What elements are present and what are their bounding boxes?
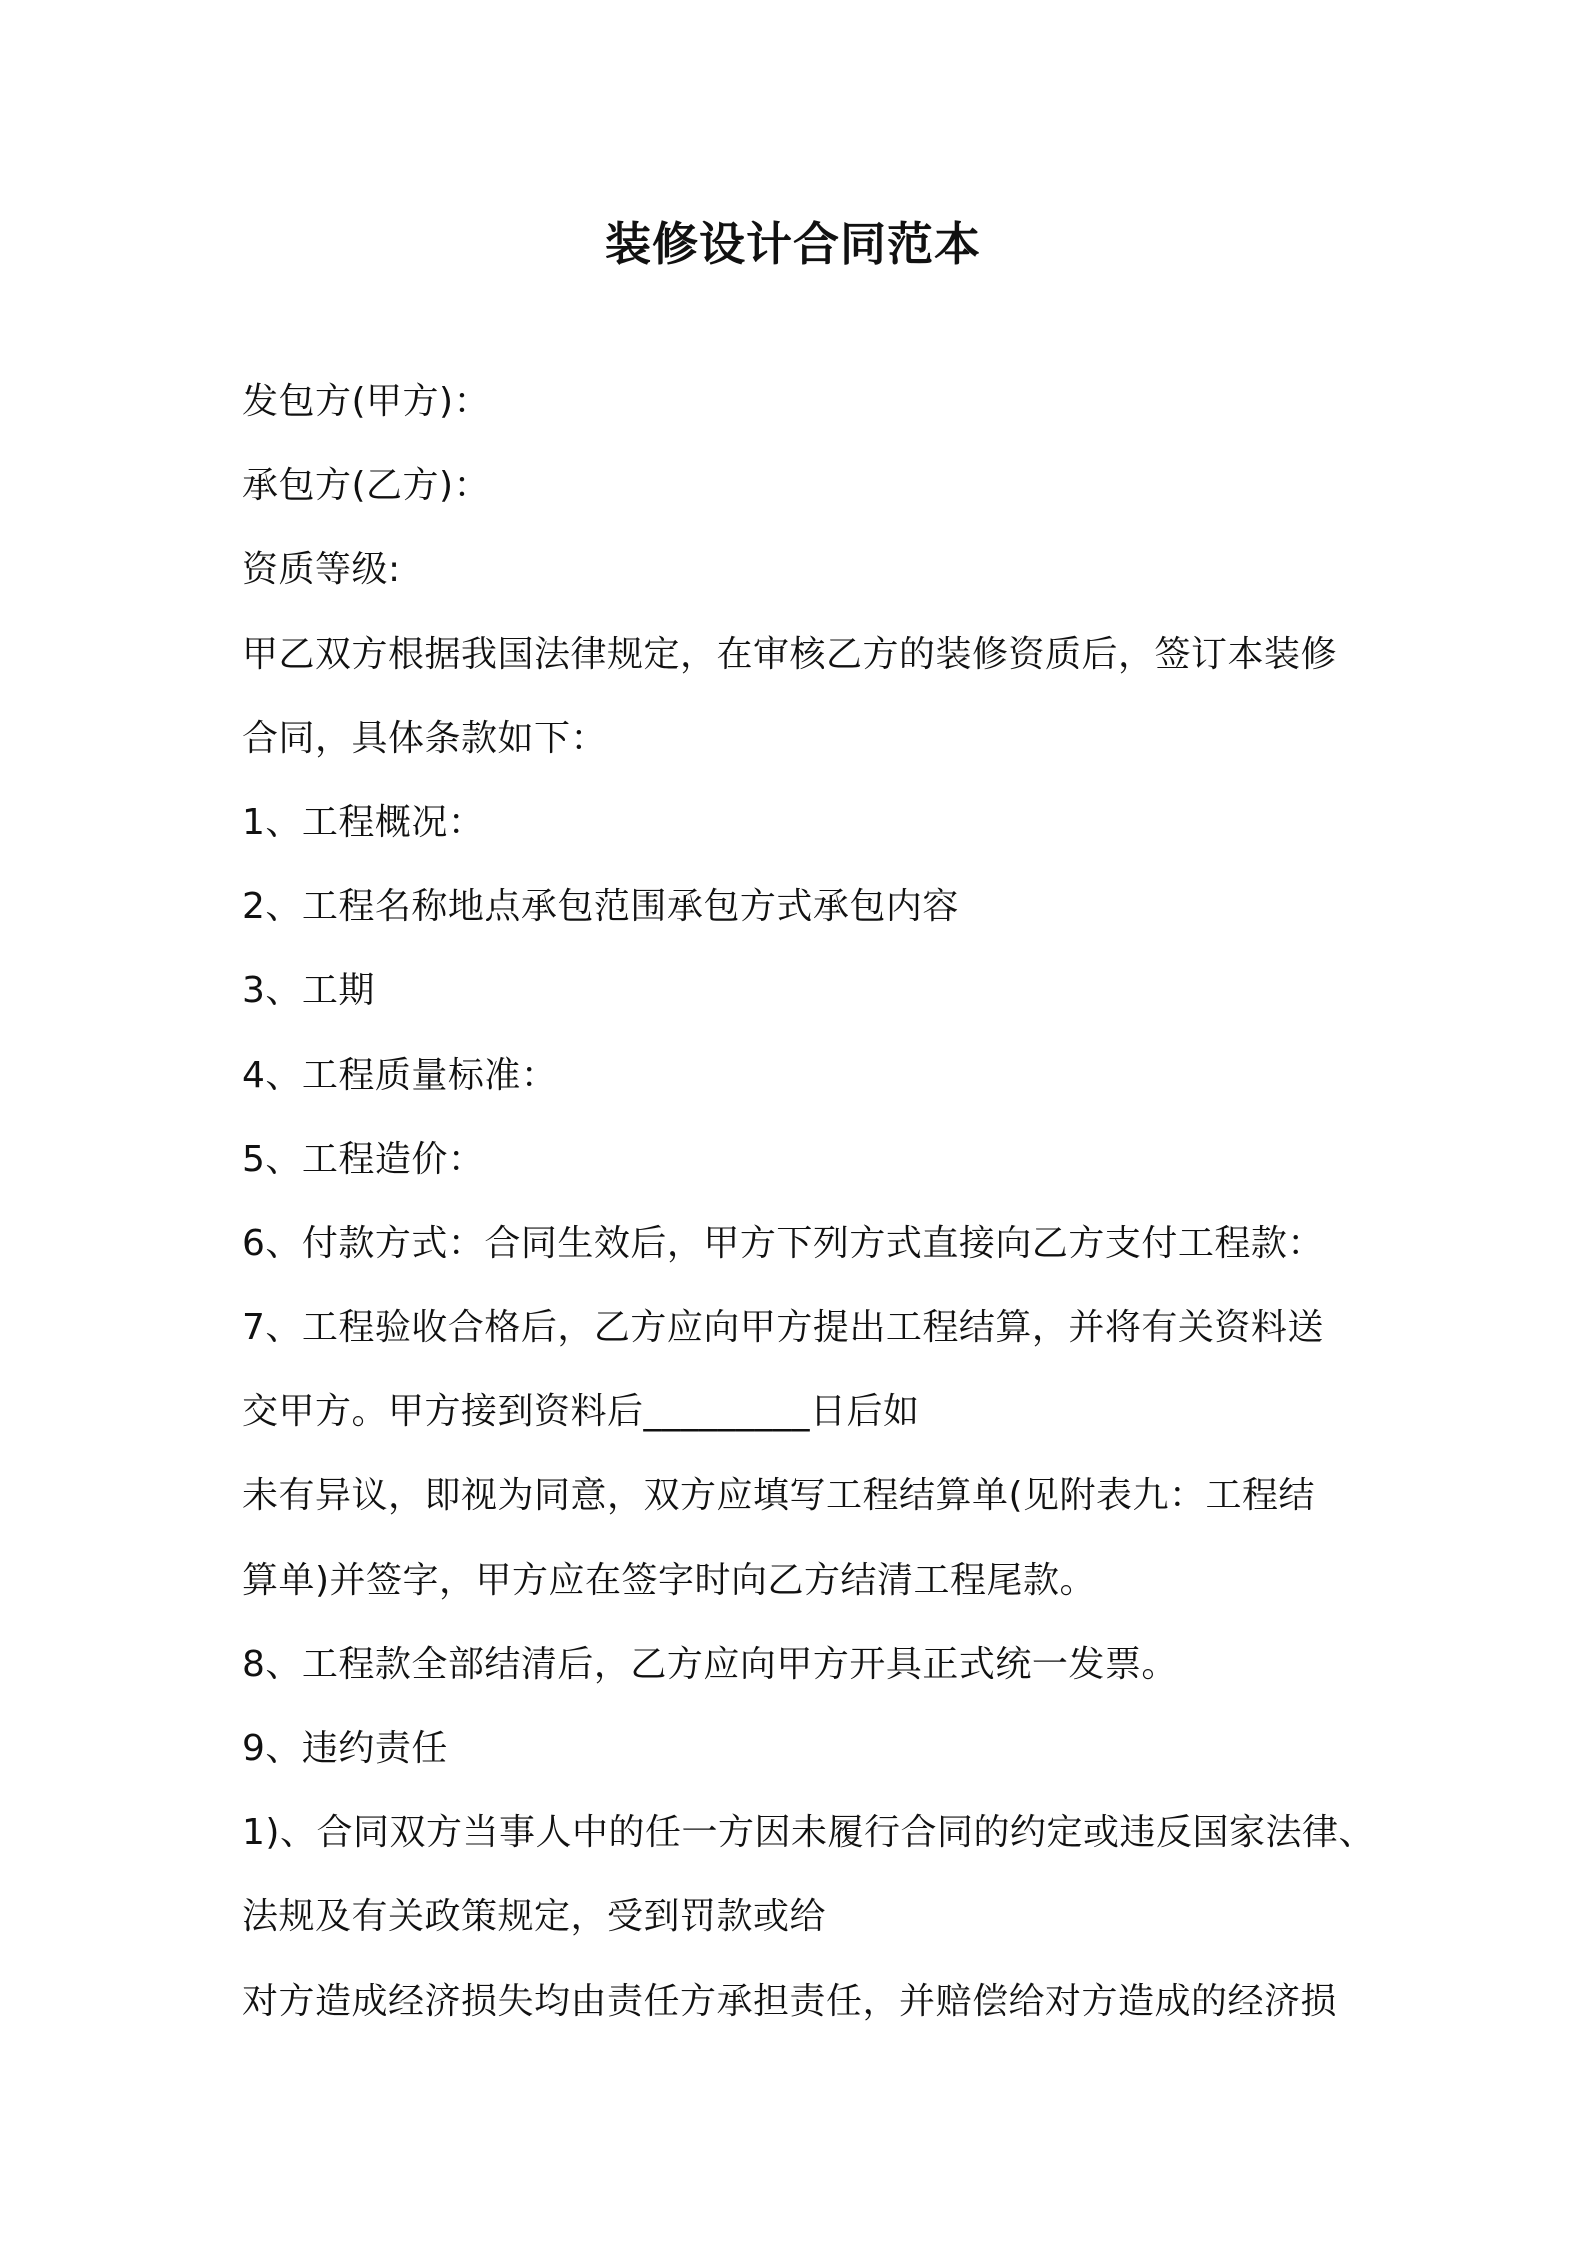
party-b-line: 承包方(乙方)： <box>242 465 491 507</box>
clause-line: 6、付款方式：合同生效后，甲方下列方式直接向乙方支付工程款： <box>242 1222 1324 1264</box>
clause-line: 1、工程概况： <box>242 801 485 843</box>
clause-line: 法规及有关政策规定，受到罚款或给 <box>242 1896 827 1938</box>
qualification-line: 资质等级: <box>242 549 401 591</box>
clause-line: 4、工程质量标准： <box>242 1054 558 1096</box>
clause-line: 3、工期 <box>242 970 375 1012</box>
document-body <box>242 360 1382 2044</box>
clause-line: 9、违约责任 <box>242 1728 448 1769</box>
clause-line: 5、工程造价： <box>242 1138 485 1180</box>
party-a-line: 发包方(甲方)： <box>242 381 491 422</box>
clause-line: 1)、合同双方当事人中的任一方因未履行合同的约定或违反国家法律、 <box>242 1812 1375 1854</box>
clause-line: 交甲方。甲方接到资料后_________日后如 <box>242 1391 920 1433</box>
clause-line: 对方造成经济损失均由责任方承担责任，并赔偿给对方造成的经济损 <box>242 1980 1338 2022</box>
clause-line: 7、工程验收合格后，乙方应向甲方提出工程结算，并将有关资料送 <box>242 1307 1324 1349</box>
document-title: 装修设计合同范本 <box>605 217 981 271</box>
clause-line: 算单)并签字，甲方应在签字时向乙方结清工程尾款。 <box>242 1559 1097 1601</box>
intro-line: 甲乙双方根据我国法律规定，在审核乙方的装修资质后，签订本装修 <box>242 633 1338 675</box>
intro-line: 合同，具体条款如下： <box>242 717 608 759</box>
clause-line: 8、工程款全部结清后，乙方应向甲方开具正式统一发票。 <box>242 1643 1178 1685</box>
clause-line: 2、工程名称地点承包范围承包方式承包内容 <box>242 886 959 928</box>
clause-line: 未有异议，即视为同意，双方应填写工程结算单(见附表九：工程结 <box>242 1475 1316 1517</box>
